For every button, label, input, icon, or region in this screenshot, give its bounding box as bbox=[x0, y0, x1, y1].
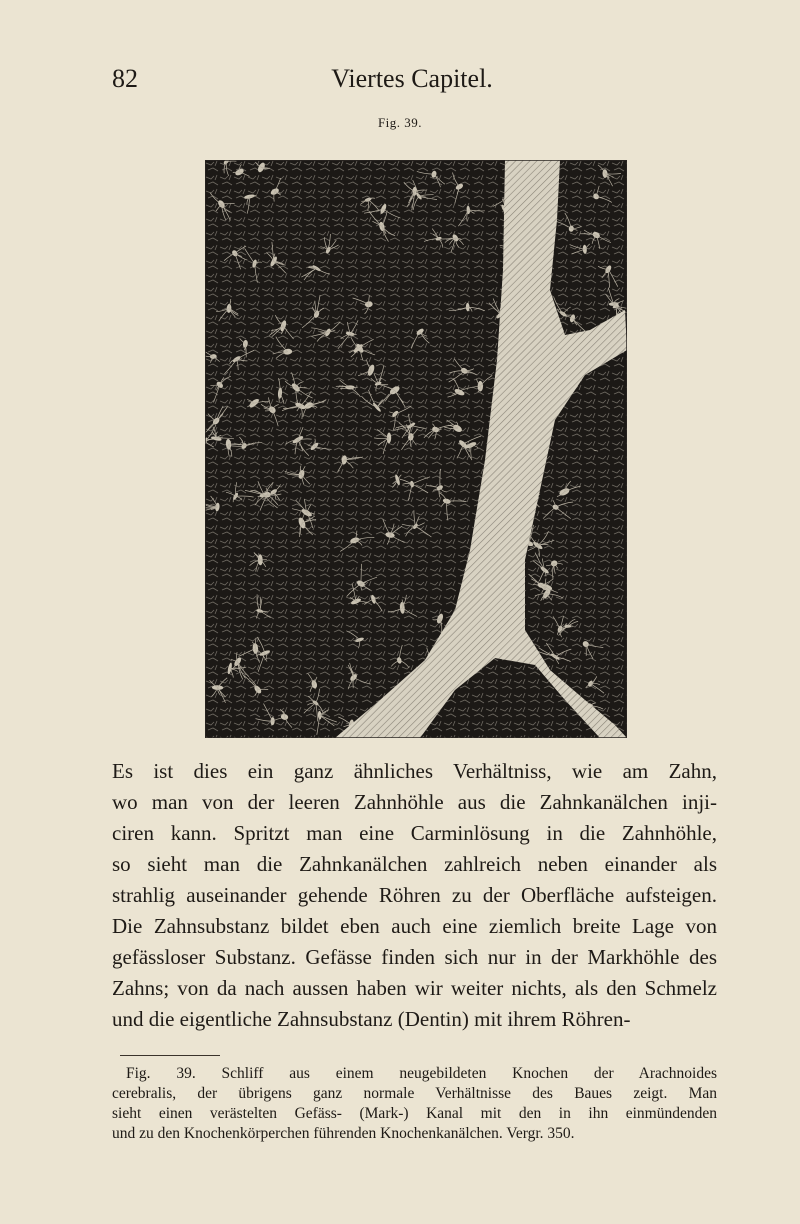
text-line: Die Zahnsubstanz bildet eben auch eine ziemlich breite Lage von bbox=[112, 914, 717, 938]
text-line: ciren kann. Spritzt man eine Carminlösung in die Zahnhöhle, bbox=[112, 821, 717, 845]
text-line: so sieht man die Zahnkanälchen zahlreich neben einander als bbox=[112, 852, 717, 876]
figure-label: Fig. 39. bbox=[377, 115, 423, 130]
footnote-divider bbox=[120, 1055, 220, 1056]
text-line: gefässloser Substanz. Gefässe finden sich nur in der Markhöhle des bbox=[112, 945, 717, 969]
text-line: Zahns; von da nach aussen haben wir weiter nichts, als den Schmelz bbox=[112, 976, 717, 1000]
text-line: und die eigentliche Zahnsubstanz (Dentin) mit ihrem Röhren- bbox=[112, 1007, 631, 1031]
text-line: wo man von der leeren Zahnhöhle aus die Zahnkanälchen inji- bbox=[112, 790, 717, 814]
text-line: strahlig auseinander gehende Röhren zu der Oberfläche aufsteigen. bbox=[112, 883, 717, 907]
running-title: Viertes Capitel. bbox=[331, 64, 493, 93]
caption-line: cerebralis, der übrigens ganz normale Verhältnisse des Baues zeigt. Man bbox=[112, 1085, 717, 1102]
caption-line: sieht einen verästelten Gefäss- (Mark-) Kanal mit den in ihn einmündenden bbox=[112, 1105, 717, 1122]
bone-section-illustration bbox=[205, 160, 627, 738]
figure-caption bbox=[112, 1064, 717, 1144]
caption-line: Fig. 39. Schliff aus einem neugebildeten Knochen der Arachnoides bbox=[126, 1065, 717, 1082]
text-line: Es ist dies ein ganz ähnliches Verhältniss, wie am Zahn, bbox=[112, 759, 717, 783]
body-text bbox=[112, 756, 717, 1035]
page-number: 82 bbox=[112, 64, 138, 93]
page-header bbox=[112, 64, 712, 96]
caption-line: und zu den Knochenkörperchen führenden Knochenkanälchen. Vergr. 350. bbox=[112, 1125, 575, 1142]
